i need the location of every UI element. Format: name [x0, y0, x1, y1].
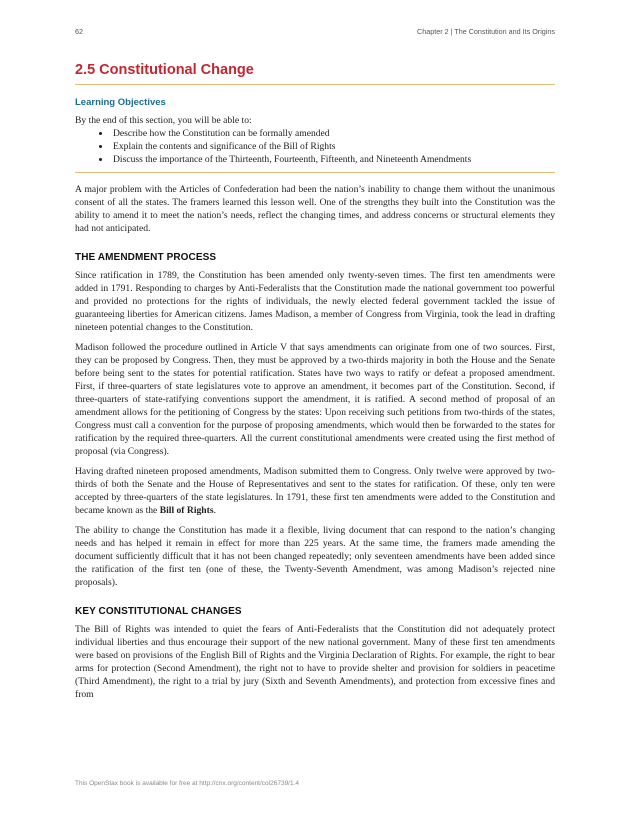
- paragraph-text: Having drafted nineteen proposed amendments, Madison submitted them to Congress. Only twelve were approved by two-thirds of both the Senate and the House of Representatives and sent to the states for ratification. Of these, only ten were accepted by three-quarters of the state legislatures. In 1791, these first ten amendments were added to the Constitution and became known as the: [75, 466, 555, 516]
- amendment-process-heading: THE AMENDMENT PROCESS: [75, 252, 217, 263]
- body-paragraph: The ability to change the Constitution has made it a flexible, living document that can respond to the nation’s changing needs and has helped it remain in effect for more than 225 years. At the same time, the framers made amending the document sufficiently difficult that it has not been changed repeatedly; only seventeen amendments have been added since the ratification of the first ten (one of these, the Twenty-Seventh Amendment, was among Madison’s rejected nine proposals).: [75, 525, 555, 588]
- learning-objectives-heading: Learning Objectives: [75, 97, 166, 108]
- paragraph-text: .: [213, 505, 216, 516]
- body-paragraph: Since ratification in 1789, the Constitution has been amended only twenty-seven times. The first ten amendments were added in 1791. Responding to charges by Anti-Federalists that the Constitution made the national government too powerful and provided no protections for the rights of individuals, the newly elected federal government tackled the issue of guaranteeing liberties for American citizens. James Madison, a member of Congress from Virginia, took the lead in drafting nineteen potential changes to the Constitution.: [75, 270, 555, 333]
- objective-item: • Explain the contents and significance of the Bill of Rights: [111, 140, 555, 153]
- section-title: 2.5 Constitutional Change: [75, 60, 555, 85]
- footer-note: This OpenStax book is available for free at http://cnx.org/content/col26739/1.4: [75, 780, 300, 787]
- key-term-bill-of-rights: Bill of Rights: [159, 505, 214, 516]
- running-header: [75, 27, 555, 36]
- body-paragraph: [75, 465, 555, 517]
- learning-objectives-intro: By the end of this section, you will be able to:: [75, 115, 252, 126]
- learning-objectives-box: [75, 97, 555, 173]
- objective-item: • Discuss the importance of the Thirteenth, Fourteenth, Fifteenth, and Nineteenth Amendments: [111, 153, 555, 166]
- objective-item: • Describe how the Constitution can be formally amended: [111, 127, 555, 140]
- chapter-title: Chapter 2 | The Constitution and Its Origins: [417, 27, 555, 36]
- intro-paragraph: A major problem with the Articles of Confederation had been the nation’s inability to change them without the unanimous consent of all the states. The framers learned this lesson well. One of the strengths they built into the Constitution was the ability to amend it to meet the nation’s needs, reflect the changing times, and address concerns or structural elements they had not anticipated.: [75, 184, 555, 234]
- key-changes-heading: KEY CONSTITUTIONAL CHANGES: [75, 606, 242, 617]
- page-number: 62: [75, 27, 83, 36]
- body-paragraph: Madison followed the procedure outlined in Article V that says amendments can originate from one of two sources. First, they can be proposed by Congress. Then, they must be approved by a two-thirds majority in both the House and the Senate before being sent to the states for potential ratification. States have two ways to ratify or defeat a proposed amendment. First, if three-quarters of state legislatures vote to approve an amendment, it becomes part of the Constitution. Second, if three-quarters of state-ratifying conventions support the amendment, it is ratified. A second method of proposal of an amendment allows for the petitioning of Congress by the states: Upon receiving such petitions from two-thirds of the states, Congress must call a convention for the purpose of proposing amendments, which would then be forwarded to the states for ratification by the required three-quarters. All the current constitutional amendments were created using the first method of proposal (via Congress).: [75, 342, 555, 457]
- main-content: [75, 60, 555, 708]
- body-paragraph: The Bill of Rights was intended to quiet the fears of Anti-Federalists that the Constitution did not adequately protect individual liberties and thus encourage their support of the new national government. Many of these first ten amendments were based on provisions of the English Bill of Rights and the Virginia Declaration of Rights. For example, the right to bear arms for protection (Second Amendment), the right not to have to provide shelter and provision for soldiers in peacetime (Third Amendment), the right to a trial by jury (Sixth and Seventh Amendments), and protection from excessive fines and from: [75, 624, 555, 700]
- learning-objectives-list: [75, 127, 555, 166]
